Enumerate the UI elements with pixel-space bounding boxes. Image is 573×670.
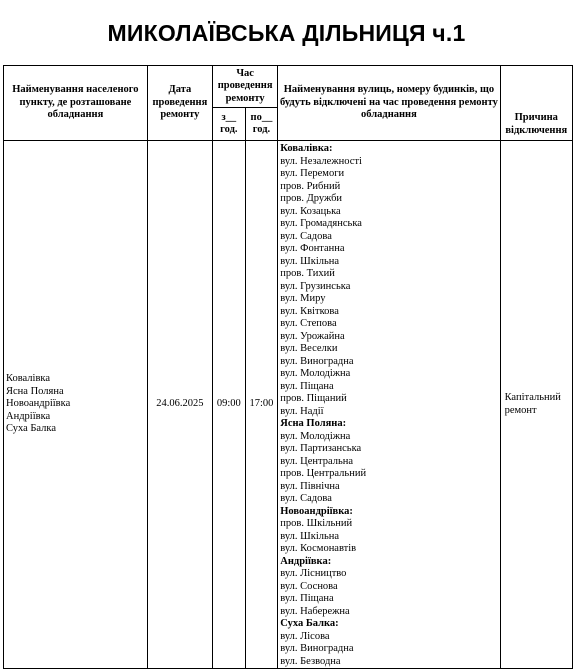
cell-to: 17:00: [245, 141, 278, 669]
cell-reason: Капітальний ремонт: [500, 141, 572, 669]
village-name: Новоандріївка:: [280, 505, 353, 517]
street-item: вул. Центральна: [280, 455, 354, 467]
header-location: Найменування населеного пункту, де розташоване обладнання: [4, 66, 148, 141]
street-item: вул. Молодіжна: [280, 430, 351, 442]
location-item: Андріївка: [6, 410, 51, 422]
street-item: вул. Садова: [280, 230, 332, 242]
street-item: вул. Квіткова: [280, 305, 339, 317]
location-item: Ясна Поляна: [6, 385, 64, 397]
street-item: пров. Центральний: [280, 468, 367, 479]
street-item: вул. Миру: [280, 293, 326, 304]
location-item: Ковалівка: [6, 373, 51, 385]
street-item: пров. Шкільний: [280, 518, 353, 529]
street-item: вул. Лісництво: [280, 568, 347, 579]
street-item: вул. Лісова: [280, 630, 330, 642]
street-item: вул. Надії: [280, 405, 324, 417]
street-item: пров. Дружби: [280, 193, 343, 204]
street-item: вул. Безводна: [280, 655, 341, 667]
street-item: вул. Садова: [280, 493, 332, 504]
street-item: вул. Перемоги: [280, 168, 345, 179]
cell-locations: [4, 141, 148, 669]
street-item: вул. Космонавтів: [280, 543, 357, 554]
street-item: вул. Веселки: [280, 343, 338, 354]
location-item: Суха Балка: [6, 423, 57, 435]
street-item: вул. Піщана: [280, 593, 334, 604]
cell-date: 24.06.2025: [147, 141, 212, 669]
street-item: пров. Рибний: [280, 180, 341, 192]
village-name: Ковалівка:: [280, 143, 333, 154]
street-item: вул. Степова: [280, 318, 337, 329]
outage-table: [3, 65, 573, 669]
street-item: вул. Шкільна: [280, 255, 340, 267]
street-item: вул. Урожайна: [280, 330, 345, 342]
street-item: вул. Виноградна: [280, 355, 354, 367]
header-time: Час проведення ремонту: [213, 66, 278, 108]
street-item: вул. Соснова: [280, 580, 338, 592]
street-item: вул. Громадянська: [280, 218, 362, 229]
street-item: пров. Тихий: [280, 268, 335, 279]
street-item: вул. Піщана: [280, 380, 334, 392]
street-item: вул. Північна: [280, 480, 340, 492]
street-item: вул. Козацька: [280, 205, 341, 217]
village-name: Ясна Поляна:: [280, 418, 347, 429]
street-item: вул. Грузинська: [280, 280, 351, 292]
header-to: по__ год.: [245, 108, 278, 141]
header-date: Дата проведення ремонту: [147, 66, 212, 141]
header-reason-spacer: [500, 66, 572, 108]
location-item: Новоандріївка: [6, 398, 71, 410]
street-item: вул. Молодіжна: [280, 368, 351, 379]
header-from: з__ год.: [213, 108, 246, 141]
village-name: Андріївка:: [280, 555, 332, 567]
street-item: вул. Незалежності: [280, 155, 362, 167]
street-item: вул. Набережна: [280, 605, 350, 617]
page-title: МИКОЛАЇВСЬКА ДІЛЬНИЦЯ ч.1: [107, 20, 466, 46]
table-row: [4, 141, 573, 669]
header-streets: Найменування вулиць, номеру будинків, що будуть відключені на час проведення ремонту обладнання: [278, 66, 500, 141]
street-item: вул. Партизанська: [280, 443, 362, 454]
street-item: вул. Виноградна: [280, 643, 354, 654]
street-item: вул. Шкільна: [280, 530, 340, 542]
cell-from: 09:00: [213, 141, 246, 669]
header-reason: Причина відключення: [500, 108, 572, 141]
street-item: вул. Фонтанна: [280, 243, 345, 254]
cell-streets: [278, 141, 500, 669]
village-name: Суха Балка:: [280, 618, 339, 629]
street-item: пров. Піщаний: [280, 393, 347, 404]
